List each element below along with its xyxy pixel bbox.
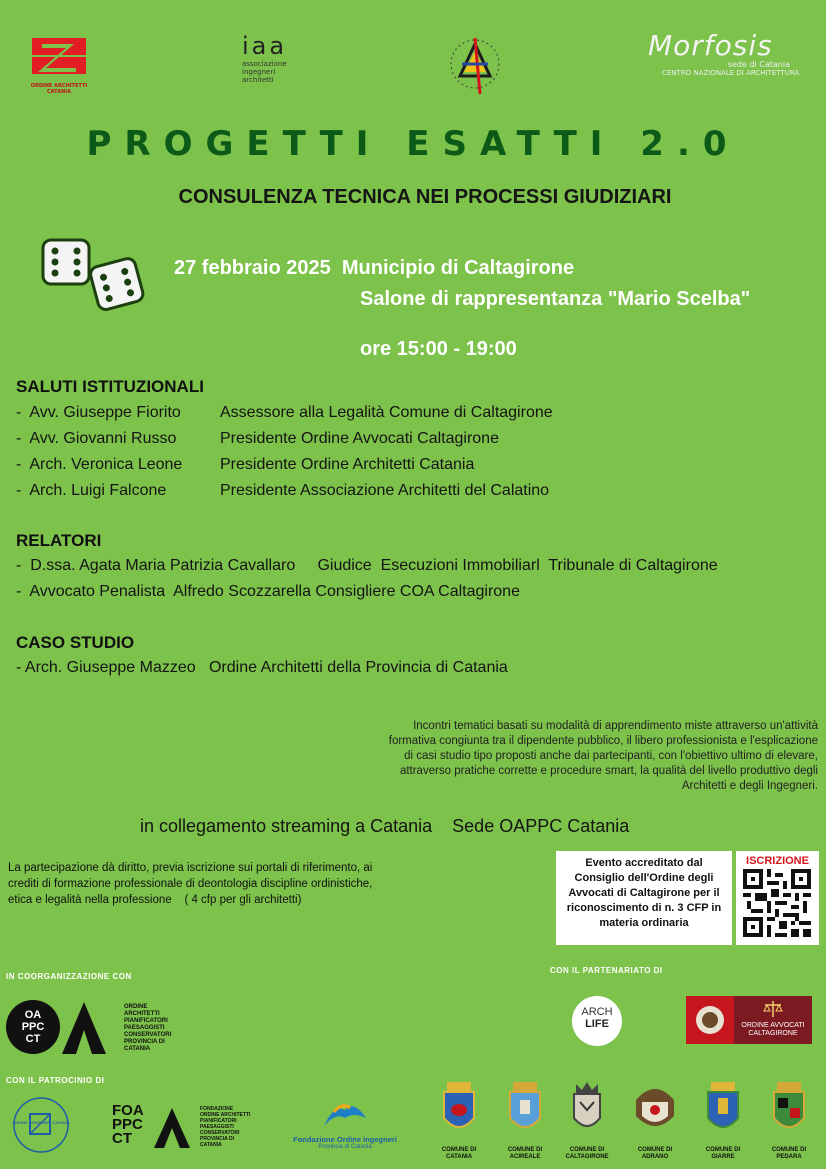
saluti-name-3: - Arch. Luigi Falcone [16,482,167,499]
relatori-heading: RELATORI [16,531,102,550]
foappc-line-0: FONDAZIONE [200,1106,234,1112]
oappc-line-6: CATANIA [124,1046,151,1052]
oappc-line-1: ARCHITETTI [124,1011,160,1017]
comune-catania-l0: COMUNE DI [441,1147,477,1153]
morfosis-logo [648,29,818,77]
description-line-4: Architetti e degli Ingegneri. [681,780,818,792]
accredited-line-4: materia ordinaria [599,917,689,929]
accredited-line-2: Avvocati di Caltagirone per il [568,887,720,899]
oappc-triangle-icon [58,1000,114,1054]
avvocati-line-0: ORDINE AVVOCATI [741,1022,805,1029]
patrocinio-label: CON IL PATROCINIO DI [6,1076,105,1085]
relatori-item-0: - D.ssa. Agata Maria Patrizia Cavallaro Giudice Esecuzioni Immobiliarl Tribunale di Caltagirone [16,557,718,574]
oappc-abbr-1: PPC [21,1021,45,1033]
partner-label: CON IL PARTENARIATO DI [550,966,663,975]
foappc-line-2: PIANIFICATORI [200,1118,237,1124]
archlife-logo [572,996,622,1046]
saluti-role-3: Presidente Associazione Architetti del Calatino [220,482,550,499]
archi-mark-icon [440,32,510,98]
accredited-line-0: Evento accreditato dal [585,857,703,869]
comune-giarre [694,1080,752,1161]
iscrizione-box[interactable] [736,851,819,945]
foappc-line-5: PROVINCIA DI [200,1136,234,1142]
event-time: ore 15:00 - 19:00 [360,338,517,360]
event-hall: Salone di rappresentanza "Mario Scelba" [360,288,751,310]
oappc-line-5: PROVINCIA DI [124,1039,165,1045]
iaa-label: iaa [242,32,288,60]
ordine-architetti-logo [28,34,90,95]
pedara-crest-icon [760,1080,818,1142]
comune-giarre-l1: GIARRE [711,1154,735,1160]
qr-code-icon[interactable] [743,869,811,937]
foappc-line-1: ORDINE ARCHITETTI [200,1112,251,1118]
comune-adrano-l0: COMUNE DI [637,1147,673,1153]
description-line-0: Incontri tematici basati su modalità di apprendimento miste attraverso un'attività [413,720,818,732]
ordine-avvocati-logo [686,996,812,1044]
oappc-line-0: ORDINE [124,1004,148,1010]
description-block [318,719,818,794]
oappc-circle [6,1000,60,1054]
morfosis-sub2: CENTRO NAZIONALE DI ARCHITETTURA [662,69,800,77]
participation-line-0: La partecipazione dà diritto, previa iscrizione sui portali di riferimento, ai [8,862,373,874]
avvocati-line-1: CALTAGIRONE [748,1030,798,1037]
ordine-ingegneri-logo [8,1094,74,1161]
coorg-label: IN COORGANIZZAZIONE CON [6,972,132,981]
foappc-abbr [112,1104,144,1146]
foappc-logo [112,1104,272,1152]
description-line-3: attraverso pratiche corrette e procedure smart, la qualità del livello produttivo degli [399,765,818,777]
adrano-crest-icon [626,1080,684,1142]
oappc-logo [6,1000,206,1056]
catania-crest-icon [430,1080,488,1142]
foappc-line-3: PAESAGGISTI [200,1124,234,1130]
saluti-role-1: Presidente Ordine Avvocati Caltagirone [220,430,499,447]
streaming-info: in collegamento streaming a Catania Sede OAPPC Catania [140,816,630,836]
ordine-architetti-label: ORDINE ARCHITETTI CATANIA [30,83,88,95]
archi-logo [440,32,510,103]
morfosis-sub1: sede di Catania [727,60,790,69]
caso-studio-heading: CASO STUDIO [16,633,135,652]
oappc-abbr-0: OA [24,1009,42,1021]
comune-caltagirone-l0: COMUNE DI [569,1147,605,1153]
oappc-line-4: CONSERVATORI [124,1032,172,1038]
saluti-name-1: - Avv. Giovanni Russo [16,430,177,447]
comune-giarre-l0: COMUNE DI [705,1147,741,1153]
foappc-abbr-2: CT [112,1130,132,1147]
description-line-1: formativa congiunta tra il dipendente pubblico, il libero professionista e l'esplicazione [388,735,818,747]
participation-block [8,860,428,908]
iscrizione-label: ISCRIZIONE [746,855,809,867]
giarre-crest-icon [694,1080,752,1142]
saluti-name-2: - Arch. Veronica Leone [16,456,183,473]
morfosis-label: Morfosis [648,29,773,62]
saluti-role-2: Presidente Ordine Architetti Catania [220,456,475,473]
saluti-heading: SALUTI ISTITUZIONALI [16,377,204,396]
fondazione-line-0: Fondazione Ordine Ingegneri [293,1135,397,1144]
foappc-abbr-0: FOA [112,1102,144,1119]
comune-pedara-l0: COMUNE DI [771,1147,807,1153]
comune-pedara-l1: PEDARA [776,1154,802,1160]
comune-caltagirone [558,1080,616,1161]
oappc-abbr-2: CT [25,1033,41,1045]
comune-acireale-l1: ACIREALE [509,1154,541,1160]
ordine-architetti-mark-icon [28,34,90,78]
oappc-text [124,1004,171,1053]
archlife-line-1: LIFE [585,1018,609,1030]
caltagirone-crest-icon [558,1080,616,1142]
relatori-item-1: - Avvocato Penalista Alfredo Scozzarella Consigliere COA Caltagirone [16,583,520,600]
comune-acireale-l0: COMUNE DI [507,1147,543,1153]
accredited-box [556,851,732,945]
comune-catania-l1: CATANIA [445,1154,473,1160]
comune-adrano-l1: ADRANO [641,1154,669,1160]
page-title: PROGETTI ESATTI 2.0 [86,124,740,164]
oappc-line-3: PAESAGGISTI [124,1025,165,1031]
acireale-crest-icon [496,1080,554,1142]
fondazione-line-1: Provincia di Catania [318,1144,372,1150]
comune-adrano [626,1080,684,1161]
oappc-line-2: PIANIFICATORI [124,1018,168,1024]
comune-caltagirone-l1: CALTAGIRONE [565,1154,609,1160]
comune-acireale [496,1080,554,1161]
accredited-line-1: Consiglio dell'Ordine degli [574,872,714,884]
fondazione-ingegneri-logo [290,1096,400,1150]
archlife-line-0: ARCH [581,1006,613,1018]
dice-icon [40,236,150,321]
foappc-text [200,1106,250,1148]
avvocati-panel [734,996,812,1044]
foappc-line-4: CONSERVATORI [200,1130,240,1136]
page-subtitle: CONSULENZA TECNICA NEI PROCESSI GIUDIZIARI [178,186,672,208]
comune-pedara [760,1080,818,1161]
caso-studio-item-0: - Arch. Giuseppe Mazzeo Ordine Architetti della Provincia di Catania [16,659,508,676]
mountain-icon [320,1096,370,1130]
saluti-role-0: Assessore alla Legalità Comune di Caltagirone [220,404,553,421]
iaa-sub-label: associazione ingegneri architetti [242,60,287,84]
iaa-logo [242,32,312,84]
participation-line-1: crediti di formazione professionale di deontologia discipline ordinistiche, [8,878,373,890]
foappc-abbr-1: PPC [112,1116,143,1133]
participation-line-2: etica e legalità nella professione ( 4 cfp per gli architetti) [8,894,302,906]
foappc-line-6: CATANIA [200,1142,222,1148]
comune-catania [430,1080,488,1161]
foappc-triangle-icon [152,1106,192,1148]
description-line-2: di casi studio tipo proposti anche dai partecipanti, con l'obiettivo ultimo di elevare, [404,750,818,762]
accredited-line-3: riconoscimento di n. 3 CFP in [566,902,722,914]
event-date-place: 27 febbraio 2025 Municipio di Caltagirone [174,257,575,279]
ordine-ingegneri-ring-text: ORDINE INGEGNERI CATANIA [12,1120,70,1125]
avvocati-seal-icon [686,996,734,1044]
saluti-name-0: - Avv. Giuseppe Fiorito [16,404,181,421]
scales-icon [763,1000,783,1018]
